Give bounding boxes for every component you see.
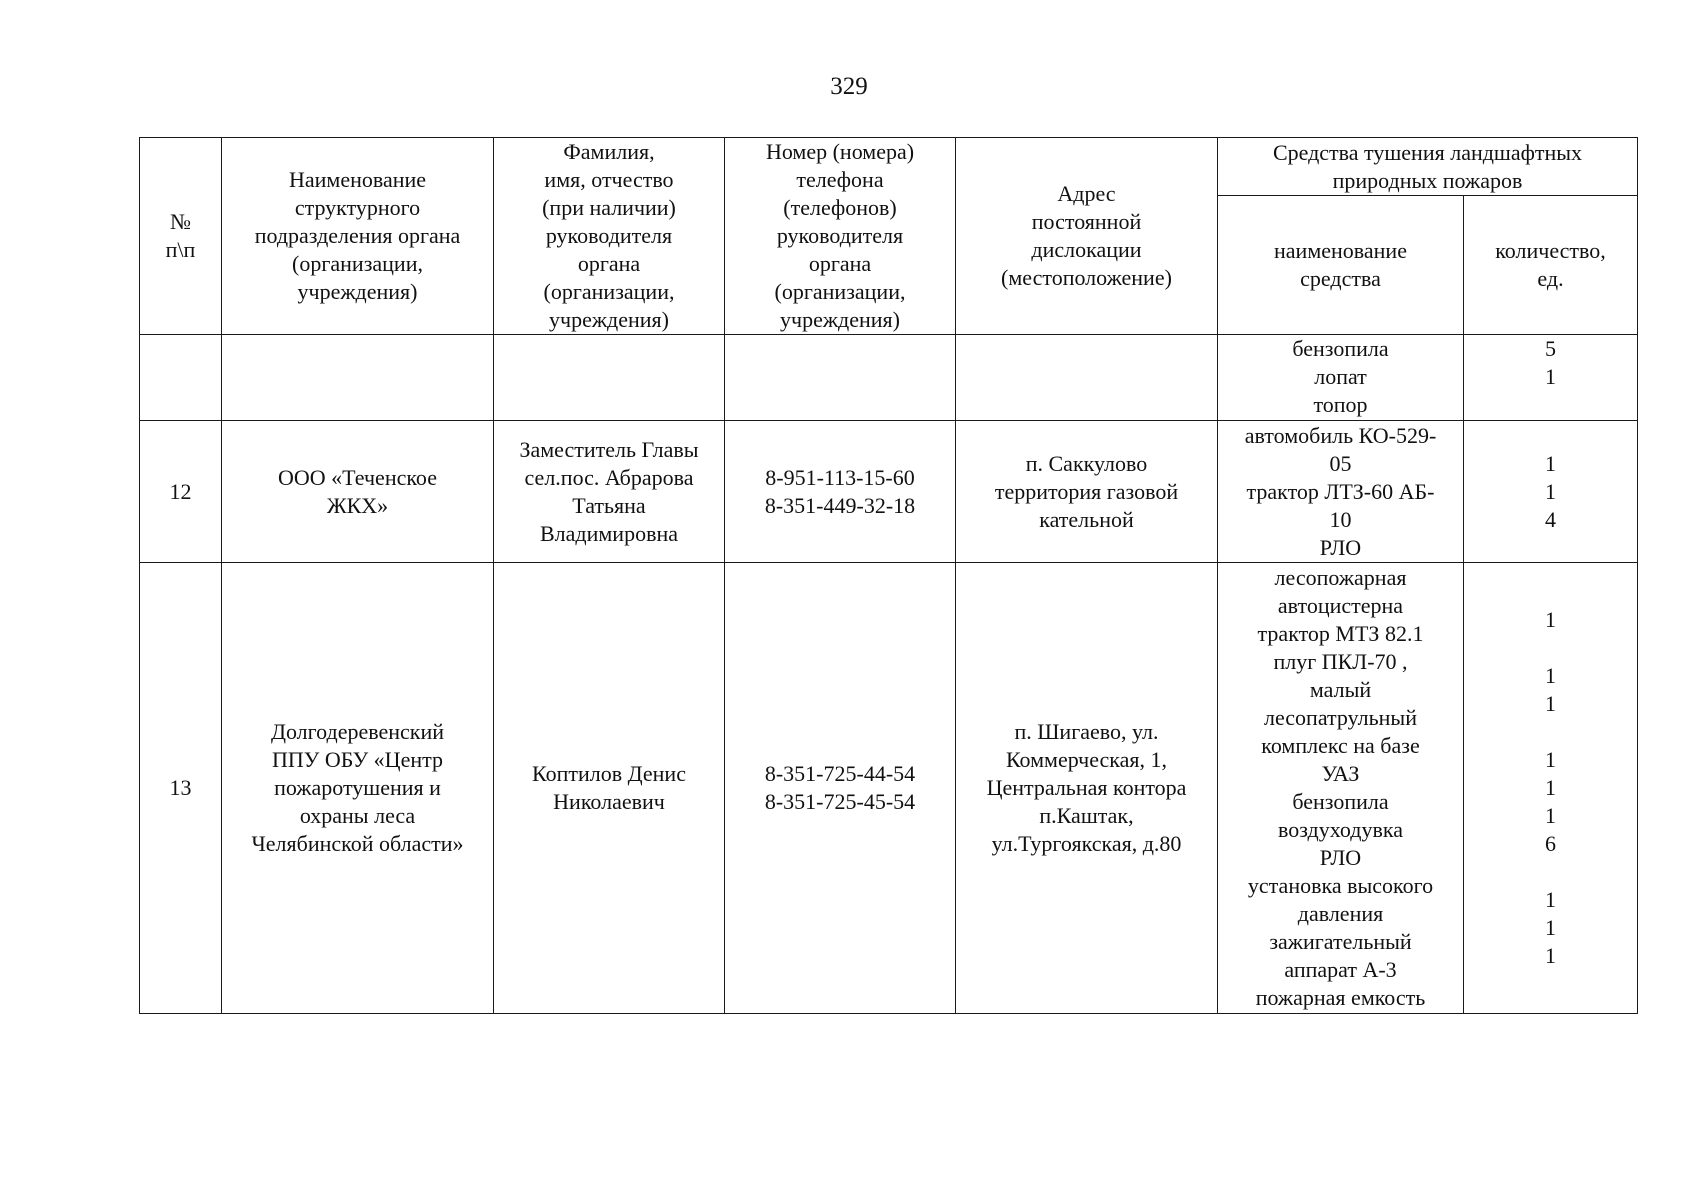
- header-means-qty: количество, ед.: [1464, 196, 1638, 335]
- cell-phone: 8-351-725-44-54 8-351-725-45-54: [725, 563, 956, 1014]
- header-row-top: [140, 138, 1638, 196]
- cell-unit-name: Долгодеревенский ППУ ОБУ «Центр пожаротушения и охраны леса Челябинской области»: [222, 563, 494, 1014]
- header-phone: Номер (номера) телефона (телефонов) руководителя органа (организации, учреждения): [725, 138, 956, 335]
- fire-means-table: [139, 137, 1638, 1014]
- cell-head-name: Коптилов Денис Николаевич: [494, 563, 725, 1014]
- header-means-name: наименование средства: [1218, 196, 1464, 335]
- cell-means-name: бензопила лопат топор: [1218, 335, 1464, 421]
- cell-means-name: лесопожарная автоцистерна трактор МТЗ 82.1 плуг ПКЛ-70 , малый лесопатрульный комплекс на базе УАЗ бензопила воздуходувка РЛО установка высокого давления зажигательный аппарат А-3 пожарная емкость: [1218, 563, 1464, 1014]
- cell-address: п. Шигаево, ул. Коммерческая, 1, Центральная контора п.Каштак, ул.Тургоякская, д.80: [956, 563, 1218, 1014]
- table-row: [140, 335, 1638, 421]
- cell-means-name: автомобиль КО-529- 05 трактор ЛТЗ-60 АБ- 10 РЛО: [1218, 421, 1464, 563]
- cell-address: п. Саккулово территория газовой кательной: [956, 421, 1218, 563]
- cell-phone: 8-951-113-15-60 8-351-449-32-18: [725, 421, 956, 563]
- cell-unit-name: ООО «Теченское ЖКХ»: [222, 421, 494, 563]
- cell-number: 12: [140, 421, 222, 563]
- cell-number: 13: [140, 563, 222, 1014]
- table-row: [140, 421, 1638, 563]
- cell-means-qty: 1 1 4: [1464, 421, 1638, 563]
- header-unit-name: Наименование структурного подразделения органа (организации, учреждения): [222, 138, 494, 335]
- header-head-name: Фамилия, имя, отчество (при наличии) руководителя органа (организации, учреждения): [494, 138, 725, 335]
- header-means-group: Средства тушения ландшафтных природных пожаров: [1218, 138, 1638, 196]
- page-number: 329: [830, 73, 868, 100]
- header-number: № п\п: [140, 138, 222, 335]
- cell-unit-name: [222, 335, 494, 421]
- cell-means-qty: 5 1: [1464, 335, 1638, 421]
- cell-phone: [725, 335, 956, 421]
- cell-means-qty: 1 1 1 1 1 1 6 1 1 1: [1464, 563, 1638, 1014]
- cell-number: [140, 335, 222, 421]
- cell-head-name: [494, 335, 725, 421]
- table-row: [140, 563, 1638, 1014]
- cell-head-name: Заместитель Главы сел.пос. Абрарова Татьяна Владимировна: [494, 421, 725, 563]
- cell-address: [956, 335, 1218, 421]
- header-address: Адрес постоянной дислокации (местоположение): [956, 138, 1218, 335]
